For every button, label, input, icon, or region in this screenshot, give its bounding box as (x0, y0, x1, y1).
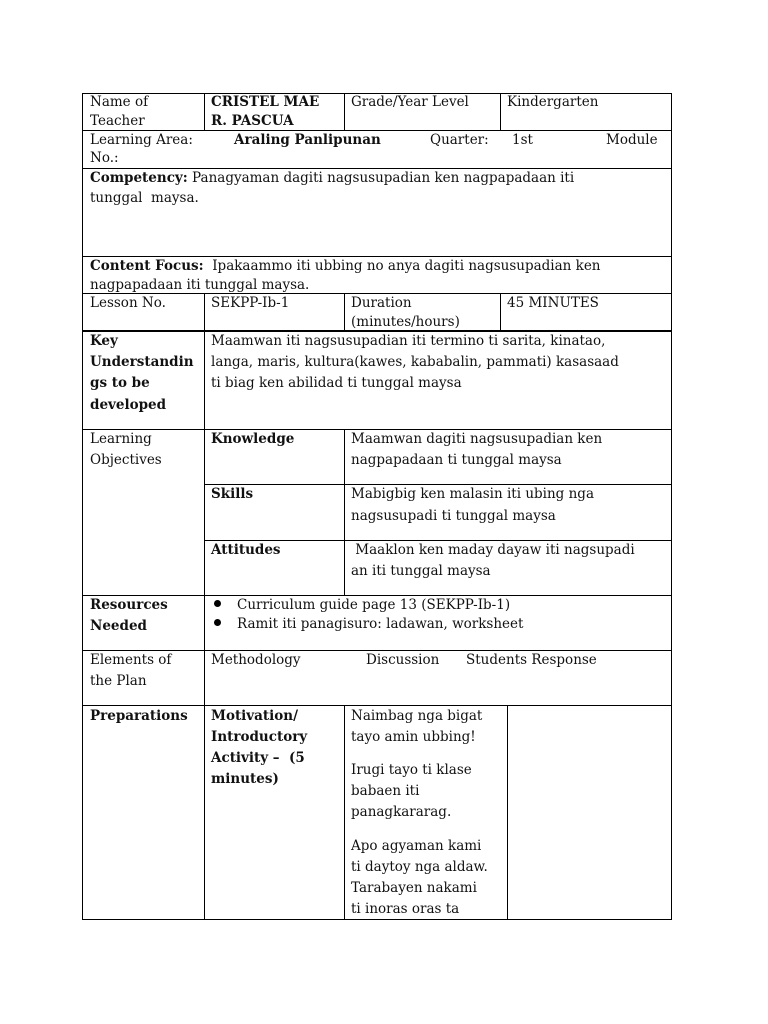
discussion-line-5: panagkararag. (351, 804, 452, 820)
resource-item-1 (214, 595, 510, 616)
duration-label-2: (minutes/hours) (351, 314, 460, 330)
grade-label: Grade/Year Level (351, 94, 469, 110)
discussion-line-8: Tarabayen nakami (351, 880, 477, 896)
teacher-name-2: R. PASCUA (211, 113, 294, 129)
skills-label: Skills (211, 486, 254, 502)
module-label: Module (606, 132, 658, 148)
col-divider (344, 93, 345, 131)
discussion-line-4: babaen iti (351, 783, 420, 799)
grade-value: Kindergarten (507, 94, 599, 110)
duration-value: 45 MINUTES (507, 295, 599, 311)
motivation-label-4: minutes) (211, 771, 279, 787)
elements-label-2: the Plan (90, 673, 147, 689)
skills-text-2: nagsusupadi ti tunggal maysa (351, 508, 556, 524)
col-divider (344, 705, 345, 920)
resource-item-2 (214, 614, 523, 635)
competency-label: Competency: (90, 170, 188, 186)
objectives-label-1: Learning (90, 431, 152, 447)
discussion-line-2: tayo amin ubbing! (351, 729, 476, 745)
table-border-left (82, 93, 83, 920)
key-label-3: gs to be (90, 375, 150, 391)
lesson-label: Lesson No. (90, 295, 166, 311)
key-text-3: ti biag ken abilidad ti tunggal maysa (211, 375, 462, 391)
teacher-name-1: CRISTEL MAE (211, 94, 320, 110)
motivation-label-2: Introductory (211, 729, 308, 745)
elements-label-1: Elements of (90, 652, 172, 668)
attitudes-text-2: an iti tunggal maysa (351, 563, 491, 579)
col-divider (500, 293, 501, 331)
knowledge-label: Knowledge (211, 431, 295, 447)
students-response-header: Students Response (466, 652, 597, 668)
quarter-value: 1st (512, 132, 533, 148)
content-focus-line-1 (90, 256, 601, 277)
attitudes-label: Attitudes (211, 542, 281, 558)
methodology-header: Methodology (211, 652, 301, 668)
col-divider (204, 293, 205, 920)
col-divider (344, 293, 345, 331)
resource-item-1-text: Curriculum guide page 13 (SEKPP-Ib-1) (237, 597, 511, 613)
quarter-label: Quarter: (430, 132, 489, 148)
key-text-2: langa, maris, kultura(kawes, kababalin, pammati) kasasaad (211, 354, 619, 370)
discussion-line-9: ti inoras oras ta (351, 901, 460, 917)
discussion-line-7: ti daytoy nga aldaw. (351, 859, 488, 875)
lesson-value: SEKPP-Ib-1 (211, 295, 290, 311)
col-divider (500, 93, 501, 131)
resource-item-2-text: Ramit iti panagisuro: ladawan, worksheet (237, 616, 524, 632)
col-divider (204, 93, 205, 131)
module-no-label: No.: (90, 150, 119, 166)
learning-area-label: Learning Area: (90, 132, 193, 148)
knowledge-text-2: nagpapadaan ti tunggal maysa (351, 452, 562, 468)
name-label-2: Teacher (90, 113, 145, 129)
discussion-line-3: Irugi tayo ti klase (351, 762, 472, 778)
resources-label-1: Resources (90, 597, 168, 613)
key-label-4: developed (90, 397, 167, 413)
content-focus-text-1: Ipakaammo iti ubbing no anya dagiti nagsusupadian ken (212, 258, 601, 274)
key-label-1: Key (90, 333, 118, 349)
content-focus-label: Content Focus: (90, 258, 204, 274)
learning-area-value: Araling Panlipunan (234, 132, 381, 148)
duration-label-1: Duration (351, 295, 412, 311)
name-label: Name of (90, 94, 149, 110)
table-border-right (671, 93, 672, 920)
discussion-line-1: Naimbag nga bigat (351, 708, 483, 724)
motivation-label-1: Motivation/ (211, 708, 299, 724)
resources-label-2: Needed (90, 618, 147, 634)
discussion-header: Discussion (366, 652, 440, 668)
attitudes-text-1: Maaklon ken maday dayaw iti nagsupadi (351, 542, 635, 558)
competency-text-2: tunggal maysa. (90, 190, 199, 206)
discussion-line-6: Apo agyaman kami (351, 838, 482, 854)
competency-line-1 (90, 168, 574, 189)
preparations-label: Preparations (90, 708, 188, 724)
skills-text-1: Mabigbig ken malasin iti ubing nga (351, 486, 594, 502)
key-label-2: Understandin (90, 354, 194, 370)
col-divider (507, 705, 508, 920)
col-divider (344, 429, 345, 596)
key-text-1: Maamwan iti nagsusupadian iti termino ti sarita, kinatao, (211, 333, 606, 349)
competency-text-1: Panagyaman dagiti nagsusupadian ken nagpapadaan iti (192, 170, 575, 186)
content-focus-text-2: nagpapadaan iti tunggal maysa. (90, 277, 310, 293)
objectives-label-2: Objectives (90, 452, 162, 468)
motivation-label-3: Activity – (5 (211, 750, 305, 766)
knowledge-text-1: Maamwan dagiti nagsusupadian ken (351, 431, 603, 447)
